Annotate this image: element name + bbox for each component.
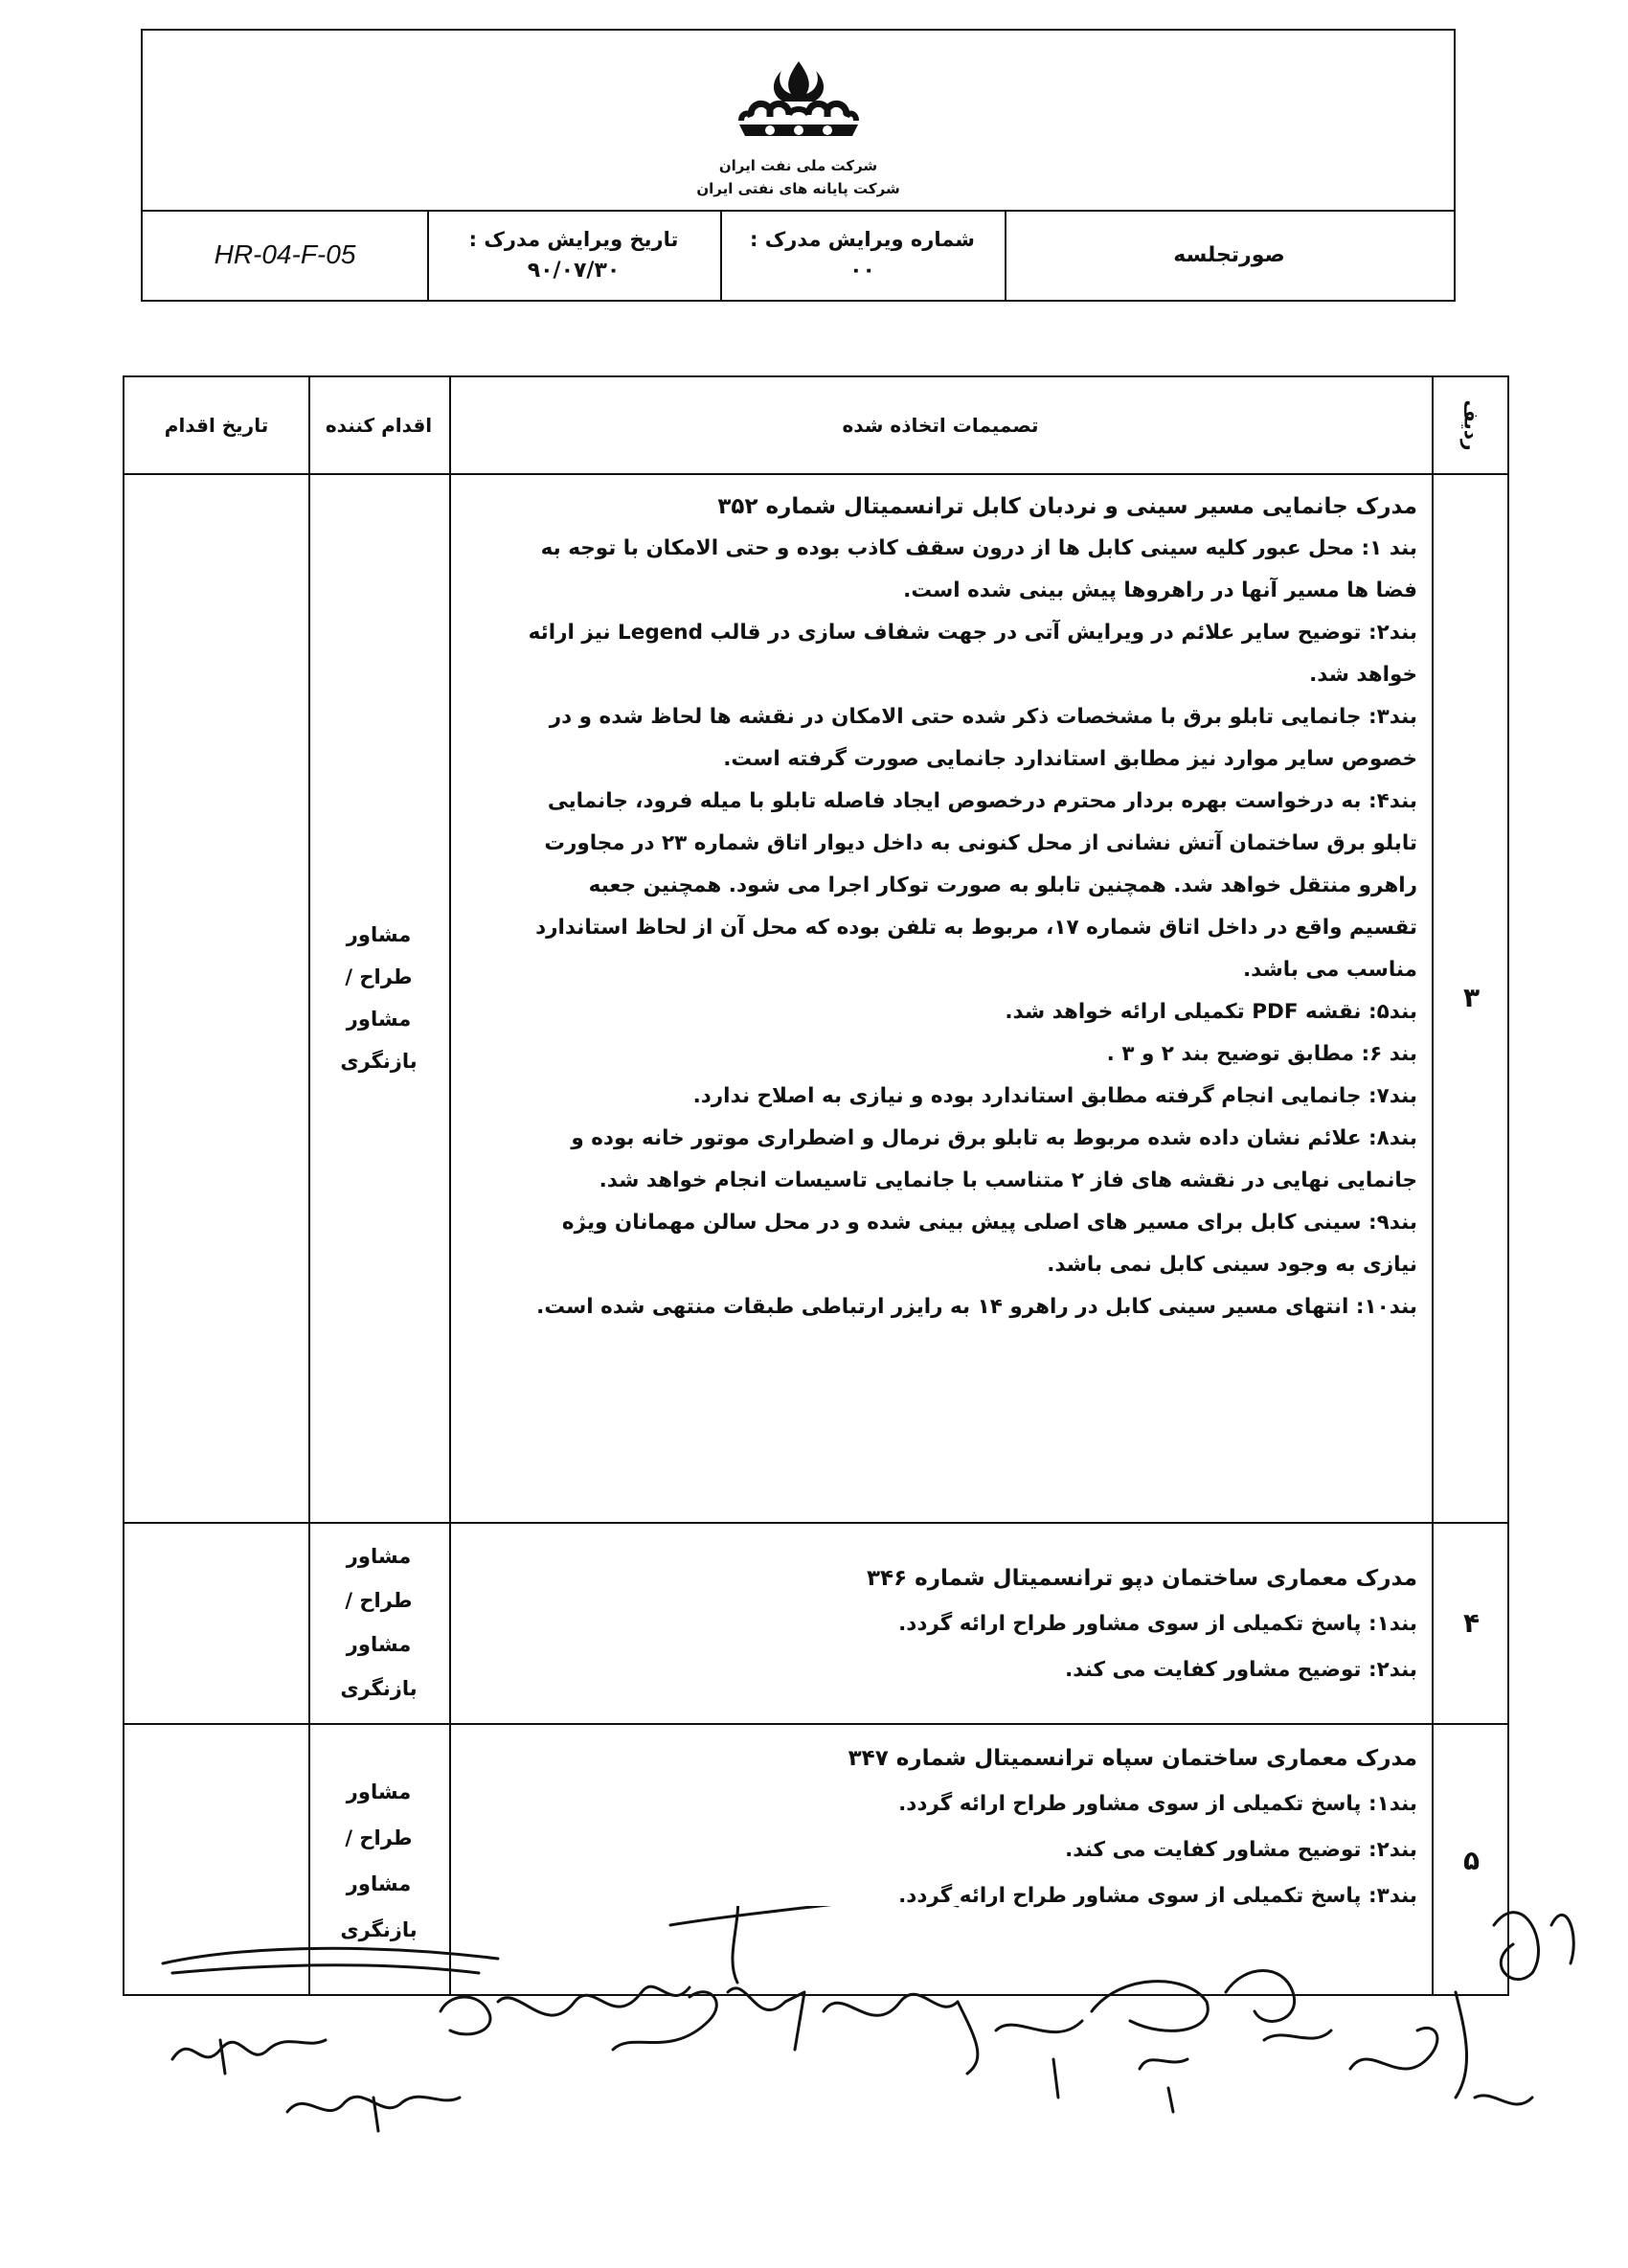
decision-line: تابلو برق ساختمان آتش نشانی از محل کنونی به داخل دیوار اتاق شماره ۲۳ در مجاورت — [544, 831, 1417, 855]
signature-mark — [613, 1988, 804, 2050]
revision-value: ۰۰ — [849, 258, 875, 283]
signature-mark — [1350, 1992, 1467, 2098]
row-actor: مشاور طراح / مشاور بازنگری — [340, 1780, 418, 1941]
row-decisions — [464, 1735, 1417, 1919]
decision-line: بند۱: پاسخ تکمیلی از سوی مشاور طراح ارائه گردد. — [898, 1612, 1417, 1636]
signature-mark — [1475, 1913, 1538, 2104]
decision-line: بند۸: علائم نشان داده شده مربوط به تابلو برق نرمال و اضطراری موتور خانه بوده و — [571, 1126, 1417, 1150]
column-header-row: ردیف — [1459, 399, 1483, 451]
doc-code-cell — [143, 210, 427, 300]
column-header-date: تاریخ اقدام — [164, 414, 269, 437]
signature-mark — [1092, 1982, 1208, 2112]
row-decisions — [464, 1555, 1417, 1693]
decision-line: بند ۶: مطابق توضیح بند ۲ و ۳ . — [1106, 1042, 1417, 1066]
decision-title: مدرک معماری ساختمان سپاه ترانسمیتال شماره ۳۴۷ — [848, 1746, 1417, 1771]
signature-mark — [287, 2097, 460, 2131]
revision-date-label: تاریخ ویرایش مدرک : — [468, 227, 679, 251]
company-logo-block — [143, 57, 1454, 197]
form-title: صورتجلسه — [1173, 242, 1285, 267]
document-header — [141, 29, 1456, 302]
signature-mark — [163, 1948, 498, 1973]
decision-line: بند۱: پاسخ تکمیلی از سوی مشاور طراح ارائه گردد. — [898, 1792, 1417, 1816]
signature-mark — [996, 2021, 1082, 2098]
decision-line: خواهد شد. — [1309, 663, 1417, 687]
signatures-area — [134, 1906, 1590, 2155]
decision-line: بند۲: توضیح مشاور کفایت می کند. — [1065, 1838, 1417, 1862]
decision-line: خصوص سایر موارد نیز مطابق استاندارد جانمایی صورت گرفته است. — [723, 747, 1417, 771]
decision-line: بند۱۰: انتهای مسیر سینی کابل در راهرو ۱۴ به رایزر ارتباطی طبقات منتهی شده است. — [536, 1295, 1417, 1319]
decision-title: مدرک معماری ساختمان دپو ترانسمیتال شماره ۳۴۶ — [867, 1566, 1417, 1591]
signature-mark — [172, 2040, 326, 2074]
decision-line: بند ۱: محل عبور کلیه سینی کابل ها از درون سقف کاذب بوده و حتی الامکان با توجه به — [540, 536, 1417, 560]
decision-line: بند۳: پاسخ تکمیلی از سوی مشاور طراح ارائه گردد. — [898, 1884, 1417, 1908]
revision-date-cell — [427, 210, 720, 300]
signature-mark — [824, 1994, 978, 2074]
nioc-logo-icon — [732, 57, 866, 153]
signature-mark — [670, 1906, 958, 1983]
row-decisions — [464, 486, 1417, 1328]
signature-mark — [1551, 1915, 1573, 1963]
doc-code: HR-04-F-05 — [214, 239, 356, 269]
revision-date-value: ۹۰/۰۷/۳۰ — [527, 258, 621, 283]
decision-line: بند۲: توضیح سایر علائم در ویرایش آتی در جهت شفاف سازی در قالب Legend نیز ارائه — [528, 621, 1417, 645]
company-subsidiary: شرکت پایانه های نفتی ایران — [696, 180, 900, 197]
decision-line: بند۴: به درخواست بهره بردار محترم درخصوص ایجاد فاصله تابلو با میله فرود، جانمایی — [547, 789, 1417, 813]
company-name: شرکت ملی نفت ایران — [718, 157, 878, 174]
decision-line: مناسب می باشد. — [1243, 958, 1417, 982]
decision-line: نیازی به وجود سینی کابل نمی باشد. — [1047, 1253, 1417, 1277]
decision-line: فضا ها مسیر آنها در راهروها پیش بینی شده است. — [903, 578, 1417, 602]
decision-line: بند۷: جانمایی انجام گرفته مطابق استاندارد بوده و نیازی به اصلاح ندارد. — [692, 1084, 1417, 1108]
row-number: ۵ — [1462, 1845, 1481, 1876]
row-number: ۳ — [1462, 982, 1481, 1013]
signature-mark — [1226, 1971, 1331, 2041]
revision-label: شماره ویرایش مدرک : — [750, 227, 975, 251]
decision-line: بند۹: سینی کابل برای مسیر های اصلی پیش بینی شده و در محل سالن مهمانان ویژه — [561, 1211, 1417, 1235]
row-actor: مشاور طراح / مشاور بازنگری — [340, 922, 418, 1073]
column-header-actor: اقدام کننده — [325, 414, 433, 437]
decision-line: بند۳: جانمایی تابلو برق با مشخصات ذکر شده حتی الامکان در نقشه ها لحاظ شده و در — [549, 705, 1417, 729]
row-actor: مشاور طراح / مشاور بازنگری — [340, 1545, 418, 1700]
decision-title: مدرک جانمایی مسیر سینی و نردبان کابل ترانسمیتال شماره ۳۵۲ — [717, 494, 1417, 519]
decision-line: تقسیم واقع در داخل اتاق شماره ۱۷، مربوط به تلفن بوده که محل آن از لحاظ استاندارد — [535, 916, 1417, 940]
decision-line: راهرو منتقل خواهد شد. همچنین تابلو به صورت توکار اجرا می شود. همچنین جعبه — [588, 873, 1417, 897]
signature-mark — [441, 1986, 690, 2034]
decisions-table — [123, 375, 1509, 1996]
column-header-decisions: تصمیمات اتخاذه شده — [842, 414, 1039, 437]
decision-line: جانمایی نهایی در نقشه های فاز ۲ متناسب با جانمایی تاسیسات انجام خواهد شد. — [599, 1168, 1417, 1192]
row-number: ۴ — [1462, 1606, 1481, 1639]
form-title-cell — [1005, 210, 1454, 300]
decision-line: بند۲: توضیح مشاور کفایت می کند. — [1065, 1658, 1417, 1682]
decision-line: بند۵: نقشه PDF تکمیلی ارائه خواهد شد. — [1005, 1000, 1417, 1024]
revision-cell — [720, 210, 1005, 300]
